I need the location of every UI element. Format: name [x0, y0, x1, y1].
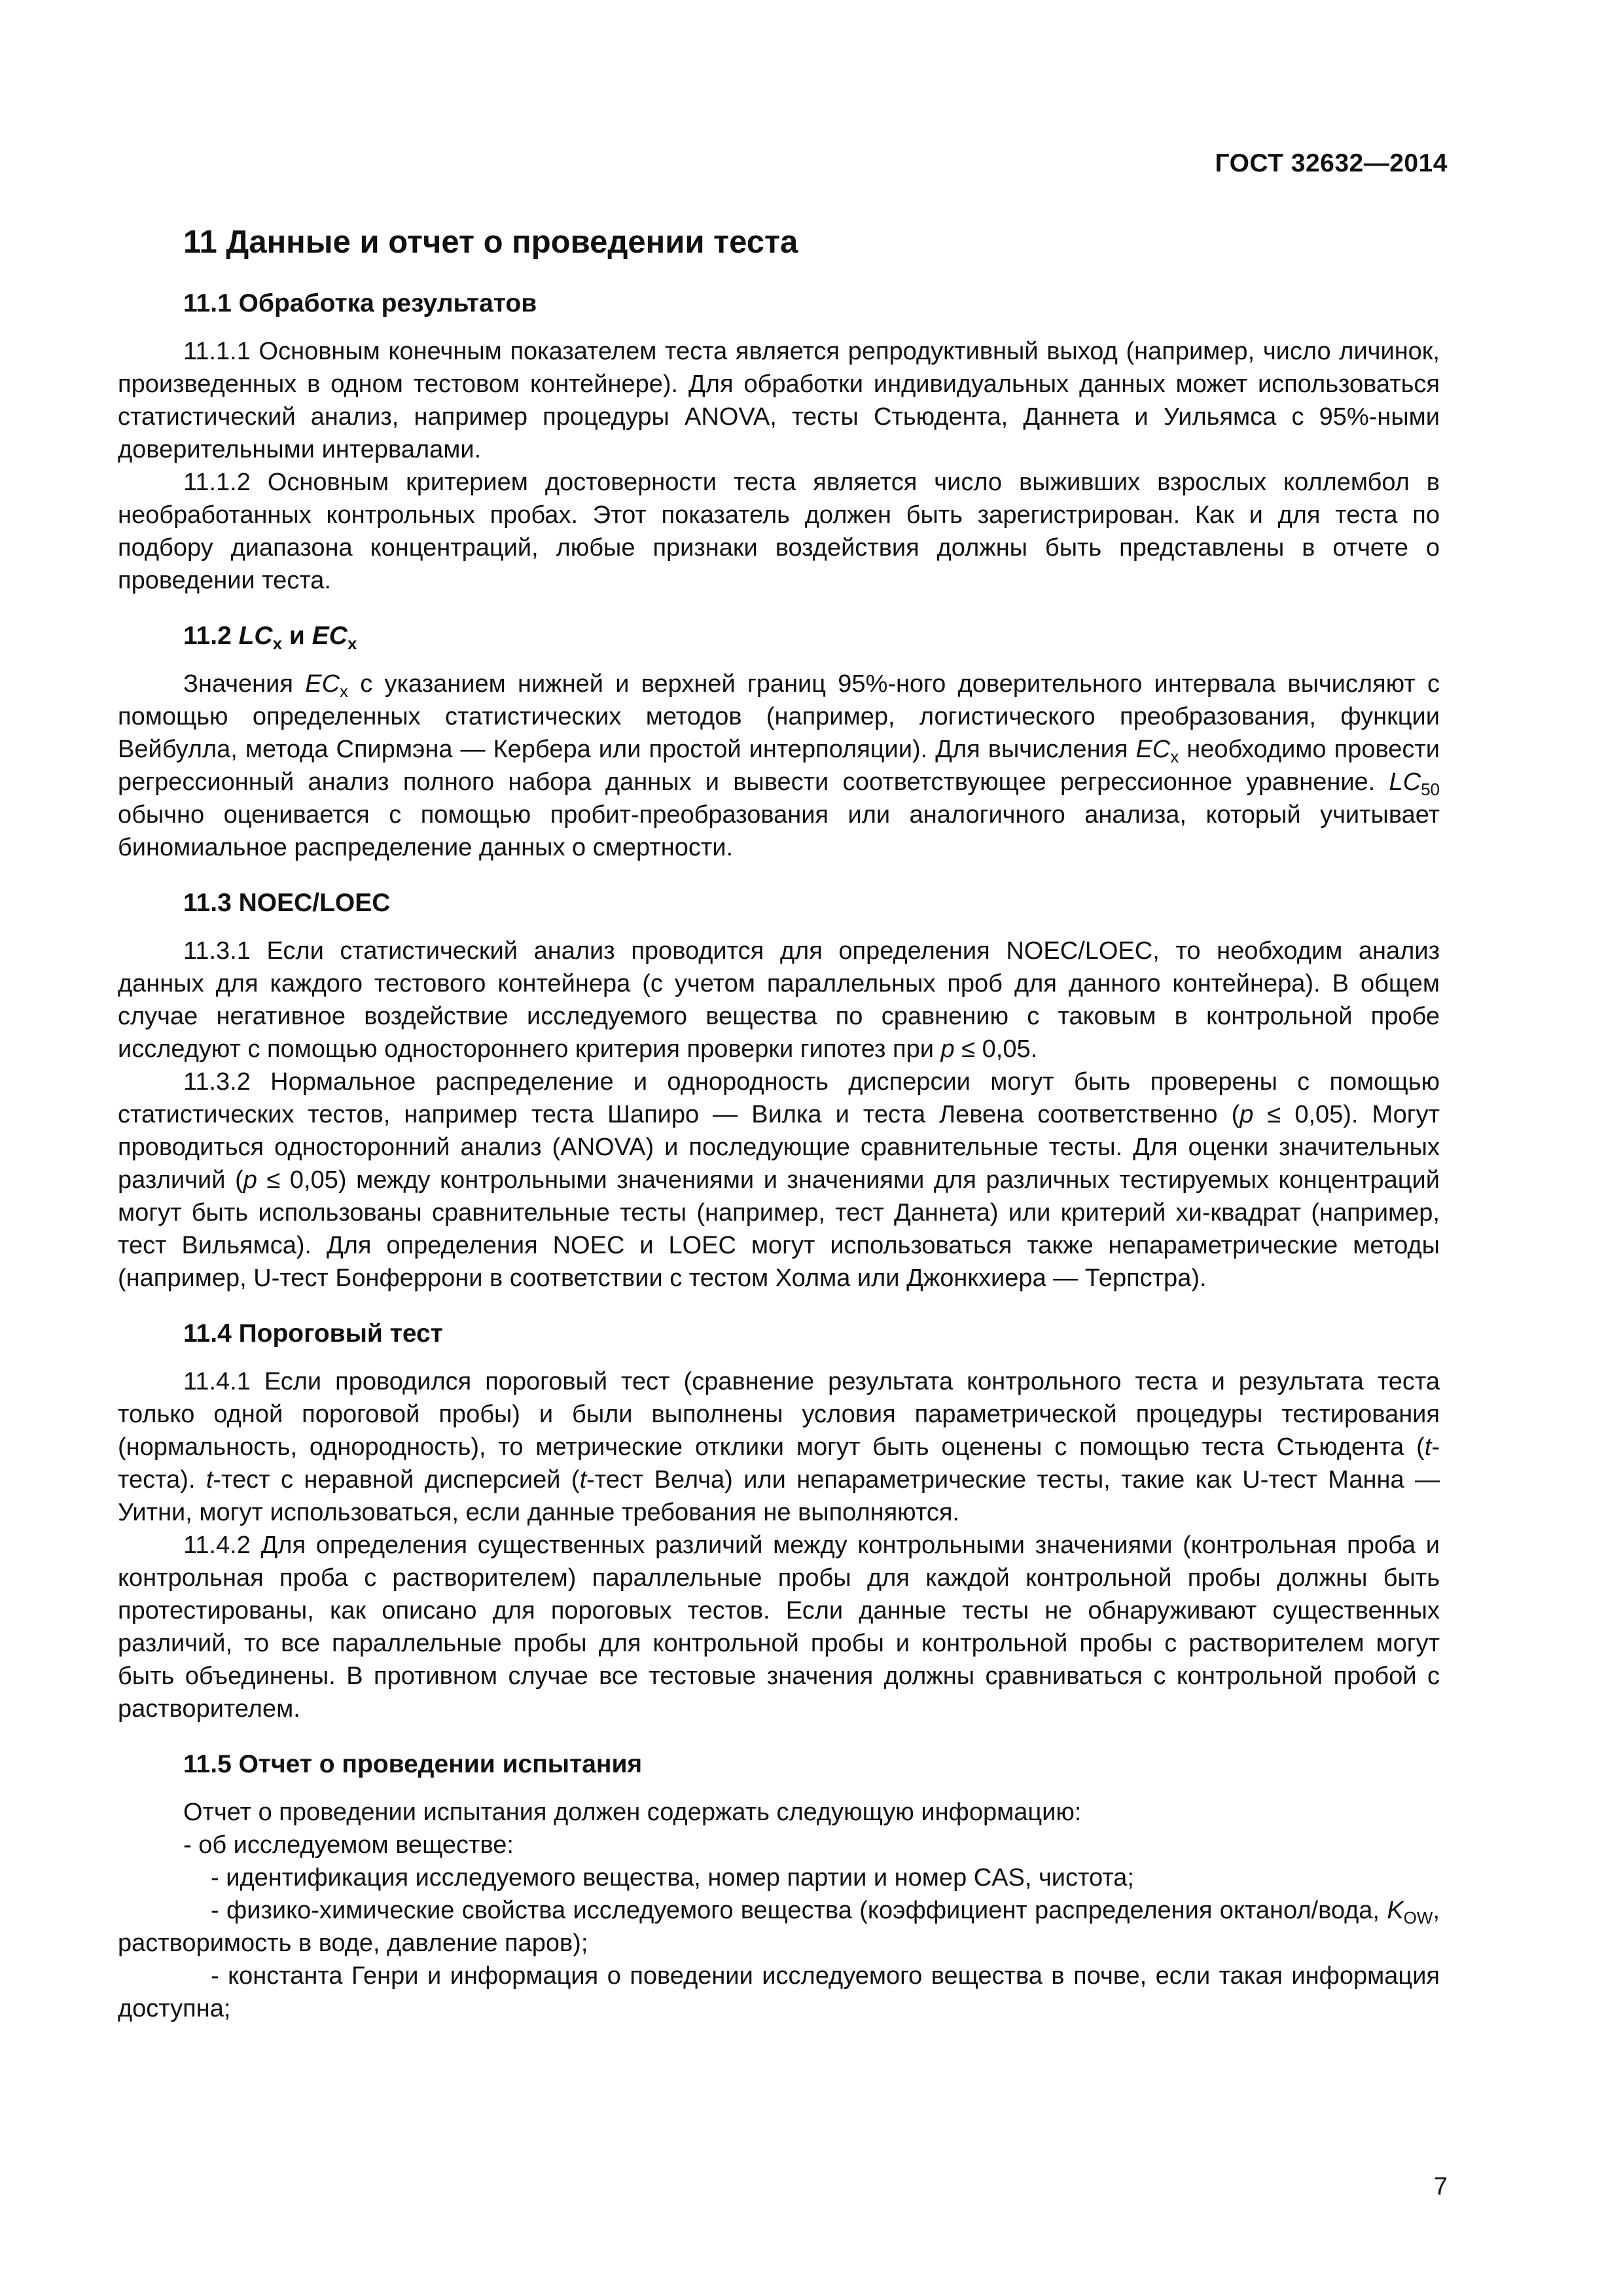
subsection-title-11-3: 11.3 NOEC/LOEC [183, 889, 391, 917]
list-item: - об исследуемом веществе: [183, 1831, 514, 1859]
main-content [118, 223, 1440, 2025]
paragraph-11-3-1: 11.3.1 Если статистический анализ проводится для определения NOEC/LOEC, то необходим анализ данных для каждого тестового контейнера (с учетом параллельных проб для данного контейнера). В общем случае негативное воздействие исследуемого вещества по сравнению с таковым в контрольной пробе исследуют с помощью одностороннего критерия проверки гипотез при p ≤ 0,05. [118, 937, 1440, 1063]
subsection-title-11-2: 11.2 $LC_x$ и $EC_x$ [183, 622, 357, 653]
list-subitem: - идентификация исследуемого вещества, номер партии и номер CAS, чистота; [211, 1864, 1134, 1892]
list-subitem: - константа Генри и информация о поведении исследуемого вещества в почве, если такая информация доступна; [118, 1962, 1440, 2022]
list-subitem: - физико-химические свойства исследуемого вещества (коэффициент распределения октанол/вода, $K_{OW}$, растворимость в воде, давление паров); [118, 1897, 1440, 1957]
standard-header: ГОСТ 32632—2014 [1215, 149, 1448, 177]
report-intro: Отчет о проведении испытания должен содержать следующую информацию: [183, 1799, 1082, 1826]
paragraph-11-2: Значения $EC_x$ с указанием нижней и верхней границ 95%-ного доверительного интервала вычисляют с помощью определенных статистических методов (например, логистического преобразования, функции Вейбулла, метода Спирмэна — Кербера или простой интерполяции). Для вычисления $EC_x$ необходимо провести регрессионный анализ полного набора данных и вывести соответствующее регрессионное уравнение. $LC_{50}$ обычно оценивается с помощью пробит-преобразования или аналогичного анализа, который учитывает биномиальное распределение данных о смертности. [118, 670, 1440, 861]
paragraph-11-4-1: 11.4.1 Если проводился пороговый тест (сравнение результата контрольного теста и результата теста только одной пороговой пробы) и были выполнены условия параметрической процедуры тестирования (нормальность, однородность), то метрические отклики могут быть оценены с помощью теста Стьюдента (t-теста). t-тест с неравной дисперсией (t-тест Велча) или непараметрические тесты, такие как U-тест Манна — Уитни, могут использоваться, если данные требования не выполняются. [118, 1368, 1440, 1526]
subsection-title-11-5: 11.5 Отчет о проведении испытания [183, 1750, 643, 1778]
page-number: 7 [1433, 2173, 1448, 2200]
paragraph-11-3-2: 11.3.2 Нормальное распределение и однородность дисперсии могут быть проверены с помощью статистических тестов, например теста Шапиро — Вилка и теста Левена соответственно (p ≤ 0,05). Могут проводиться односторонний анализ (ANOVA) и последующие сравнительные тесты. Для оценки значительных различий (p ≤ 0,05) между контрольными значениями и значениями для различных тестируемых концентраций могут быть использованы сравнительные тесты (например, тест Даннета) или критерий хи-квадрат (например, тест Вильямса). Для определения NOEC и LOEC могут использоваться также непараметрические методы (например, U-тест Бонферрони в соответствии с тестом Холма или Джонкхиера — Терпстра). [118, 1068, 1440, 1292]
section-title: 11 Данные и отчет о проведении теста [183, 224, 798, 260]
paragraph-11-1-2: 11.1.2 Основным критерием достоверности теста является число выживших взрослых коллембол в необработанных контрольных пробах. Этот показатель должен быть зарегистрирован. Как и для теста по подбору диапазона концентраций, любые признаки воздействия должны быть представлены в отчете о проведении теста. [118, 469, 1440, 594]
paragraph-11-1-1: 11.1.1 Основным конечным показателем теста является репродуктивный выход (например, число личинок, произведенных в одном тестовом контейнере). Для обработки индивидуальных данных может использоваться статистический анализ, например процедуры ANOVA, тесты Стьюдента, Даннета и Уильямса с 95%-ными доверительными интервалами. [118, 338, 1440, 463]
paragraph-11-4-2: 11.4.2 Для определения существенных различий между контрольными значениями (контрольная проба и контрольная проба с растворителем) параллельные пробы для каждой контрольной пробы должны быть протестированы, как описано для пороговых тестов. Если данные тесты не обнаруживают существенных различий, то все параллельные пробы для контрольной пробы и контрольной пробы с растворителем могут быть объединены. В противном случае все тестовые значения должны сравниваться с контрольной пробой с растворителем. [118, 1532, 1440, 1723]
subsection-title-11-4: 11.4 Пороговый тест [183, 1319, 443, 1348]
subsection-title-11-1: 11.1 Обработка результатов [183, 289, 537, 317]
